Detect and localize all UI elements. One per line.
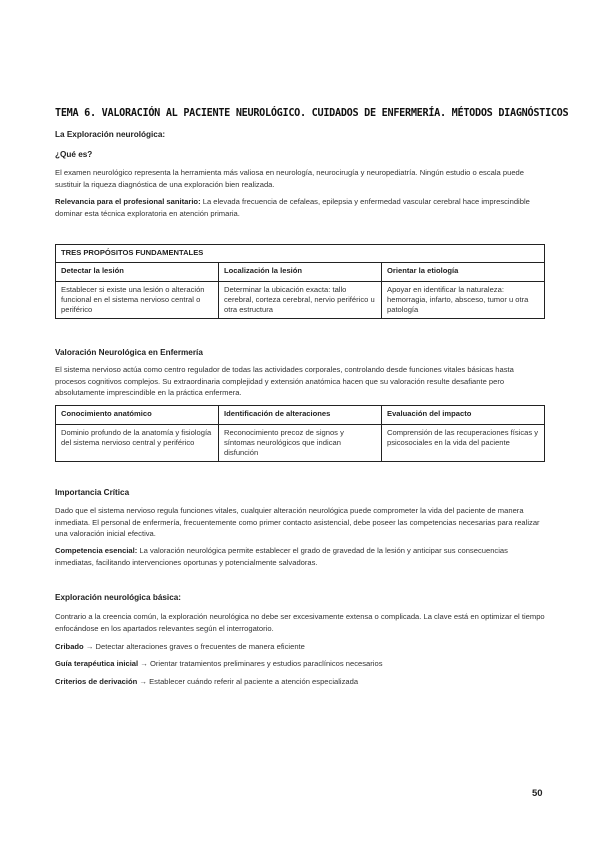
relevance-paragraph — [55, 196, 545, 219]
nursing-cell-1: Dominio profundo de la anatomía y fisiología del sistema nervioso central y periférico — [56, 425, 219, 462]
list-item-text: → Establecer cuándo referir al paciente a atención especializada — [137, 677, 359, 686]
purposes-cell-1: Establecer si existe una lesión o alteración funcional en el sistema nervioso central o periférico — [56, 282, 219, 319]
intro-paragraph: El examen neurológico representa la herramienta más valiosa en neurología, neurocirugía y neuropediatría. Ningún estudio o escala puede sustituir la riqueza diagnóstica de una exploración bien realizada. — [55, 168, 524, 189]
list-item-label: Criterios de derivación — [55, 677, 138, 686]
list-item-text: → Orientar tratamientos preliminares y estudios paraclínicos necesarios — [138, 659, 383, 668]
section-heading-exploracion-basica: Exploración neurológica básica: — [55, 593, 182, 602]
valoracion-paragraph: El sistema nervioso actúa como centro regulador de todas las actividades corporales, controlando desde funciones vitales básicas hasta procesos cognitivos complejos. Su extraordinaria complejidad y extensión anatómica hacen que su valoración resulte desafiante pero absolutamente imprescindible en la práctica enfermera. — [55, 365, 514, 397]
nursing-col-2: Identificación de alteraciones — [219, 406, 382, 425]
purposes-col-2: Localización la lesión — [219, 263, 382, 282]
exploracion-basica-paragraph: Contrario a la creencia común, la exploración neurológica no debe ser excesivamente extensa o complicada. La clave está en optimizar el tiempo enfocándose en los apartados relevantes según el interrogatorio. — [55, 612, 545, 633]
nursing-cell-3: Comprensión de las recuperaciones físicas y psicosociales en la vida del paciente — [382, 425, 545, 462]
relevance-label: Relevancia para el profesional sanitario: — [55, 197, 201, 206]
list-item-label: Cribado — [55, 642, 84, 651]
relevance-text: La elevada frecuencia de cefaleas, epilepsia y enfermedad vascular cerebral hace imprescindible dominar esta técnica exploratoria en atención primaria. — [55, 197, 530, 218]
purposes-col-3: Orientar la etiología — [382, 263, 545, 282]
purposes-cell-2: Determinar la ubicación exacta: tallo cerebral, corteza cerebral, nervio periférico u otra estructura — [219, 282, 382, 319]
list-item-cribado — [55, 642, 305, 651]
nursing-col-1: Conocimiento anatómico — [56, 406, 219, 425]
section-heading-importancia: Importancia Crítica — [55, 488, 130, 497]
purposes-table — [55, 244, 545, 319]
question-heading: ¿Qué es? — [55, 150, 93, 159]
list-item-criterios — [55, 677, 358, 686]
page-number: 50 — [532, 788, 543, 799]
nursing-table — [55, 405, 545, 462]
list-item-guia — [55, 659, 383, 668]
chapter-title: TEMA 6. VALORACIÓN AL PACIENTE NEUROLÓGICO. CUIDADOS DE ENFERMERÍA. MÉTODOS DIAGNÓSTICOS — [55, 108, 569, 119]
list-item-label: Guía terapéutica inicial — [55, 659, 139, 668]
list-item-text: → Detectar alteraciones graves o frecuentes de manera eficiente — [83, 642, 305, 651]
section-heading-valoracion: Valoración Neurológica en Enfermería — [55, 348, 203, 357]
competence-paragraph — [55, 545, 545, 568]
nursing-col-3: Evaluación del impacto — [382, 406, 545, 425]
importancia-paragraph: Dado que el sistema nervioso regula funciones vitales, cualquier alteración neurológica puede comprometer la vida del paciente de manera inmediata. El personal de enfermería, frecuentemente como primer contacto asistencial, debe poseer las competencias necesarias para realizar una valoración inicial efectiva. — [55, 506, 540, 538]
purposes-col-1: Detectar la lesión — [56, 263, 219, 282]
nursing-cell-2: Reconocimiento precoz de signos y síntomas neurológicos que indican disfunción — [219, 425, 382, 462]
purposes-cell-3: Apoyar en identificar la naturaleza: hemorragia, infarto, absceso, tumor u otra patología — [382, 282, 545, 319]
competence-label: Competencia esencial: — [55, 546, 138, 555]
competence-text: La valoración neurológica permite establecer el grado de gravedad de la lesión y anticipar sus consecuencias inmediatas, facilitando intervenciones oportunas y potencialmente salvadoras. — [55, 546, 508, 567]
purposes-table-header: TRES PROPÓSITOS FUNDAMENTALES — [56, 245, 545, 263]
section-heading-exploracion: La Exploración neurológica: — [55, 130, 166, 139]
